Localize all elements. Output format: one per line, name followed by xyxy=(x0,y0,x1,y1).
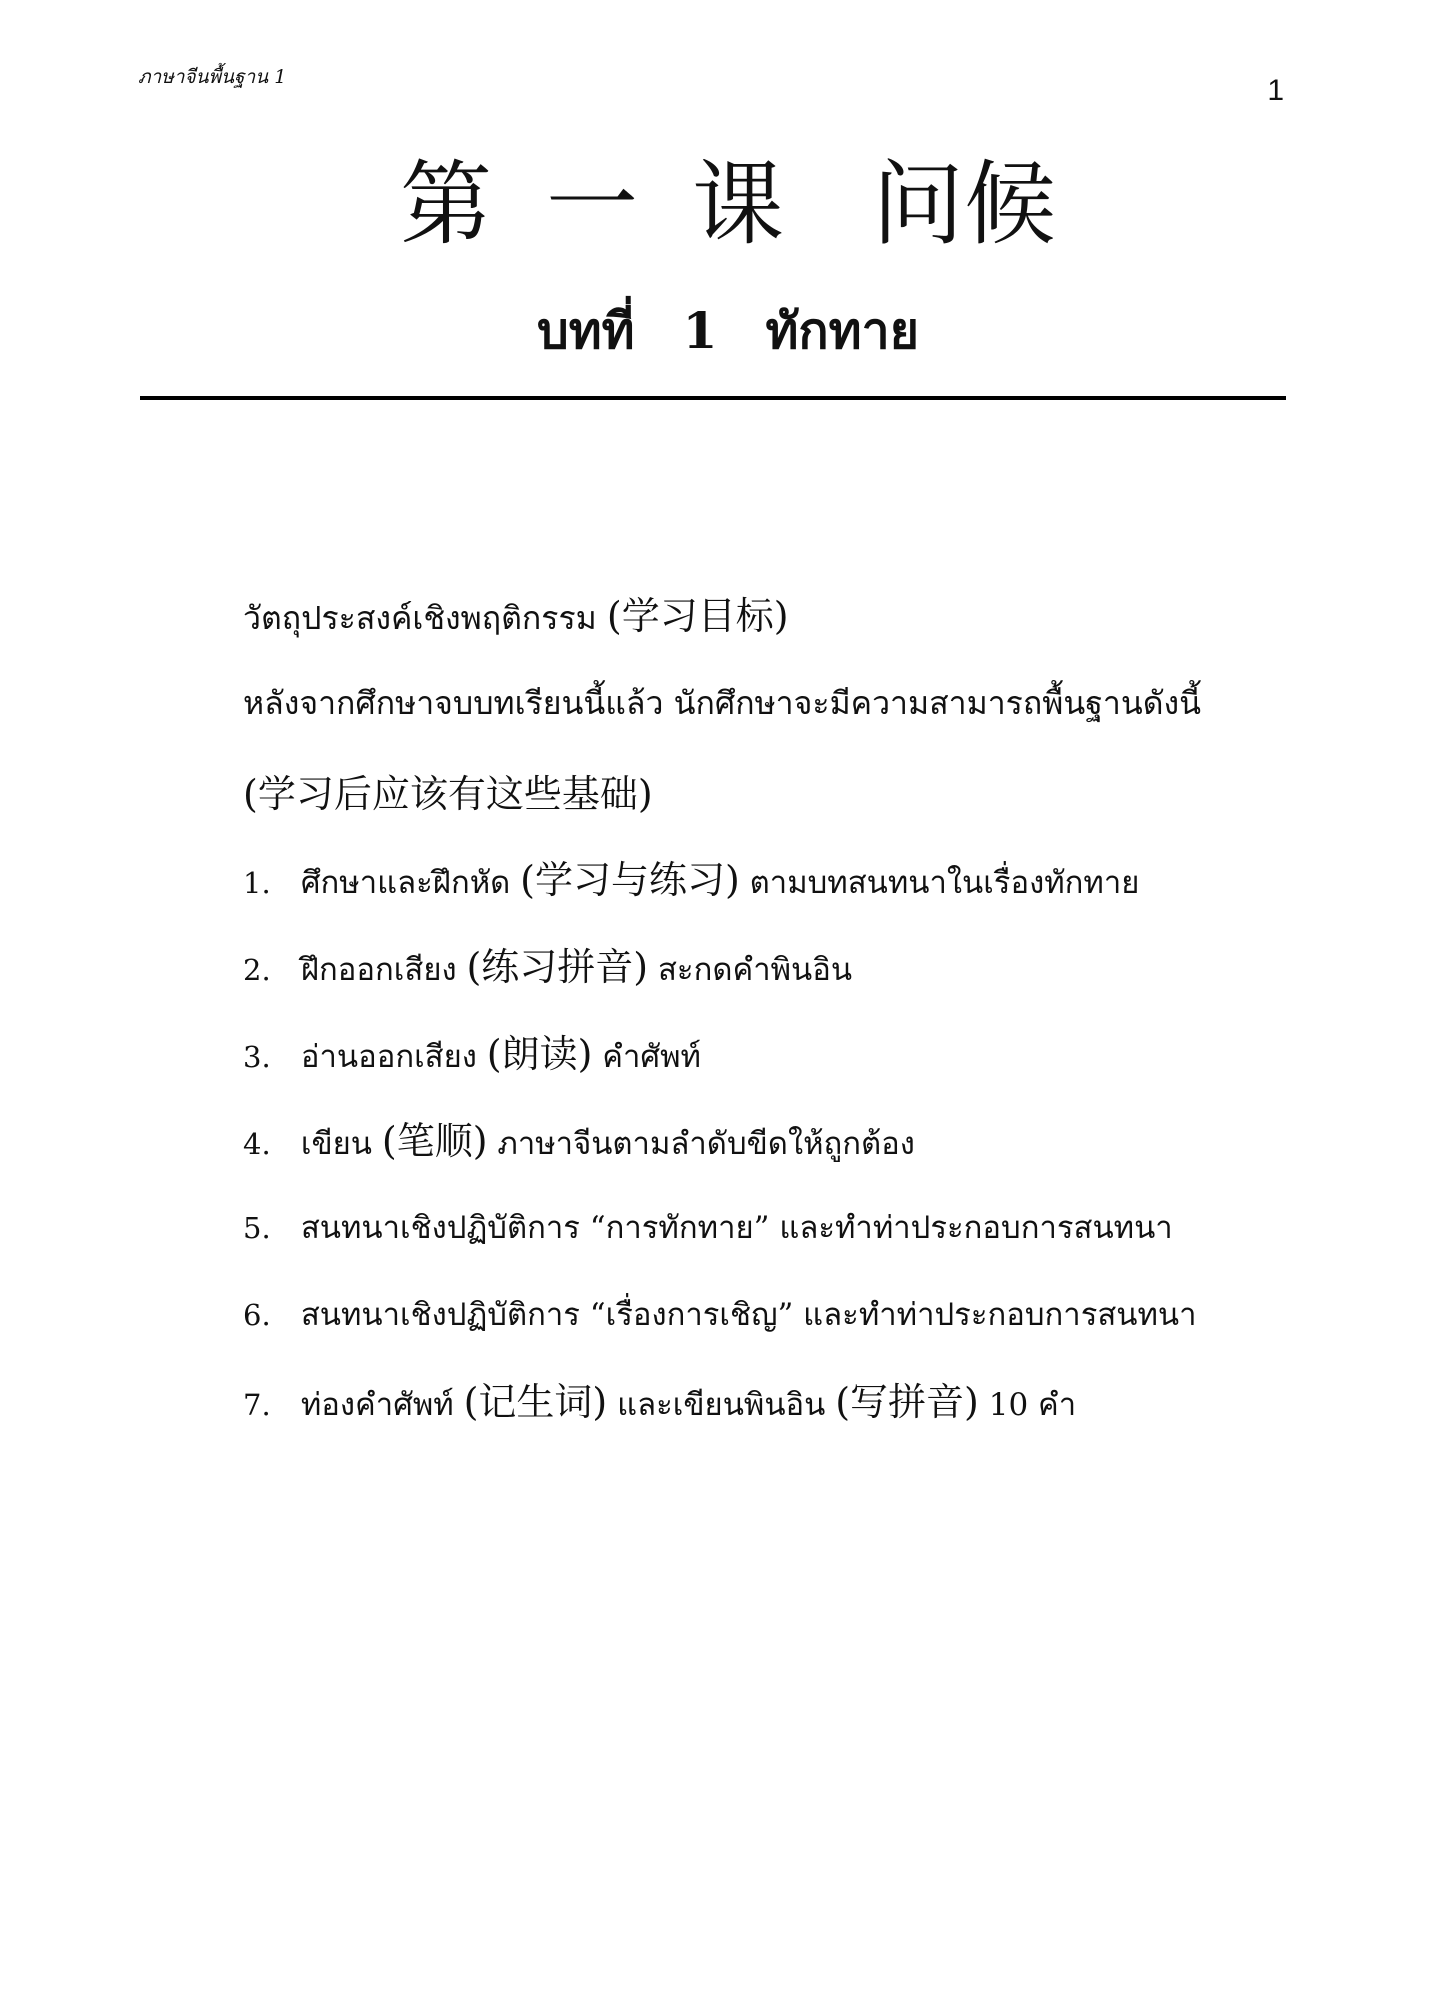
title-zh-part2: 一 xyxy=(545,151,638,258)
running-header: ภาษาจีนพื้นฐาน 1 xyxy=(138,66,287,88)
objective-item-4 xyxy=(243,1113,1293,1200)
objective-text-end: 10 คำ xyxy=(988,1387,1077,1423)
objective-number: 6. xyxy=(243,1298,271,1332)
objective-item-6 xyxy=(243,1287,1293,1374)
objective-text-end: คำศัพท์ xyxy=(602,1039,701,1075)
objective-item-2 xyxy=(243,939,1293,1026)
objective-chinese: (学习与练习) xyxy=(520,858,740,902)
objectives-list xyxy=(243,852,1293,1461)
objective-text: สนทนาเชิงปฏิบัติการ “เรื่องการเชิญ” และทำท่าประกอบการสนทนา xyxy=(300,1297,1197,1333)
objective-text: เขียน xyxy=(300,1126,373,1162)
objective-number: 1. xyxy=(243,866,271,900)
objective-number: 5. xyxy=(243,1211,271,1245)
objective-text-middle: และเขียนพินอิน xyxy=(617,1387,826,1423)
objective-item-5 xyxy=(243,1200,1293,1287)
objective-text: ศึกษาและฝึกหัด xyxy=(300,865,511,901)
objective-item-1 xyxy=(243,852,1293,939)
objectives-heading-chinese: (学习目标) xyxy=(606,594,789,638)
title-zh-part3: 课 xyxy=(692,151,785,258)
objective-chinese: (朗读) xyxy=(486,1032,593,1076)
lesson-title-chinese xyxy=(0,150,1456,260)
lesson-title-thai xyxy=(0,298,1456,364)
title-th-part1: บทที่ xyxy=(536,301,635,360)
objective-text: ท่องคำศัพท์ xyxy=(300,1387,454,1423)
objective-number: 7. xyxy=(243,1388,271,1422)
objective-chinese: (练习拼音) xyxy=(466,945,649,989)
objective-number: 3. xyxy=(243,1040,271,1074)
title-zh-part4: 问候 xyxy=(872,151,1057,258)
objective-text-end: ภาษาจีนตามลำดับขีดให้ถูกต้อง xyxy=(497,1126,915,1162)
objective-text: ฝึกออกเสียง xyxy=(300,952,457,988)
title-zh-part1: 第 xyxy=(399,151,492,258)
objective-item-7 xyxy=(243,1374,1293,1461)
title-th-part3: ทักทาย xyxy=(765,301,920,360)
page-number: 1 xyxy=(1267,74,1284,107)
objectives-heading-thai: วัตถุประสงค์เชิงพฤติกรรม xyxy=(243,599,597,637)
objective-number: 4. xyxy=(243,1127,271,1161)
objective-chinese-2: (写拼音) xyxy=(835,1380,979,1424)
objective-chinese: (笔顺) xyxy=(381,1119,488,1163)
objectives-heading xyxy=(243,588,789,646)
objective-text-end: สะกดคำพินอิน xyxy=(658,952,853,988)
title-divider xyxy=(140,396,1286,400)
objective-text: อ่านออกเสียง xyxy=(300,1039,477,1075)
objective-text: สนทนาเชิงปฏิบัติการ “การทักทาย” และทำท่าประกอบการสนทนา xyxy=(300,1210,1173,1246)
objective-chinese: (记生词) xyxy=(463,1380,608,1424)
objective-number: 2. xyxy=(243,953,271,987)
objective-text-end: ตามบทสนทนาในเรื่องทักทาย xyxy=(749,865,1140,901)
objectives-intro: หลังจากศึกษาจบบทเรียนนี้แล้ว นักศึกษาจะมีความสามารถพื้นฐานดังนี้ xyxy=(243,684,1201,722)
title-th-part2: 1 xyxy=(682,301,718,360)
objective-item-3 xyxy=(243,1026,1293,1113)
objectives-intro-chinese: (学习后应该有这些基础) xyxy=(243,772,653,816)
